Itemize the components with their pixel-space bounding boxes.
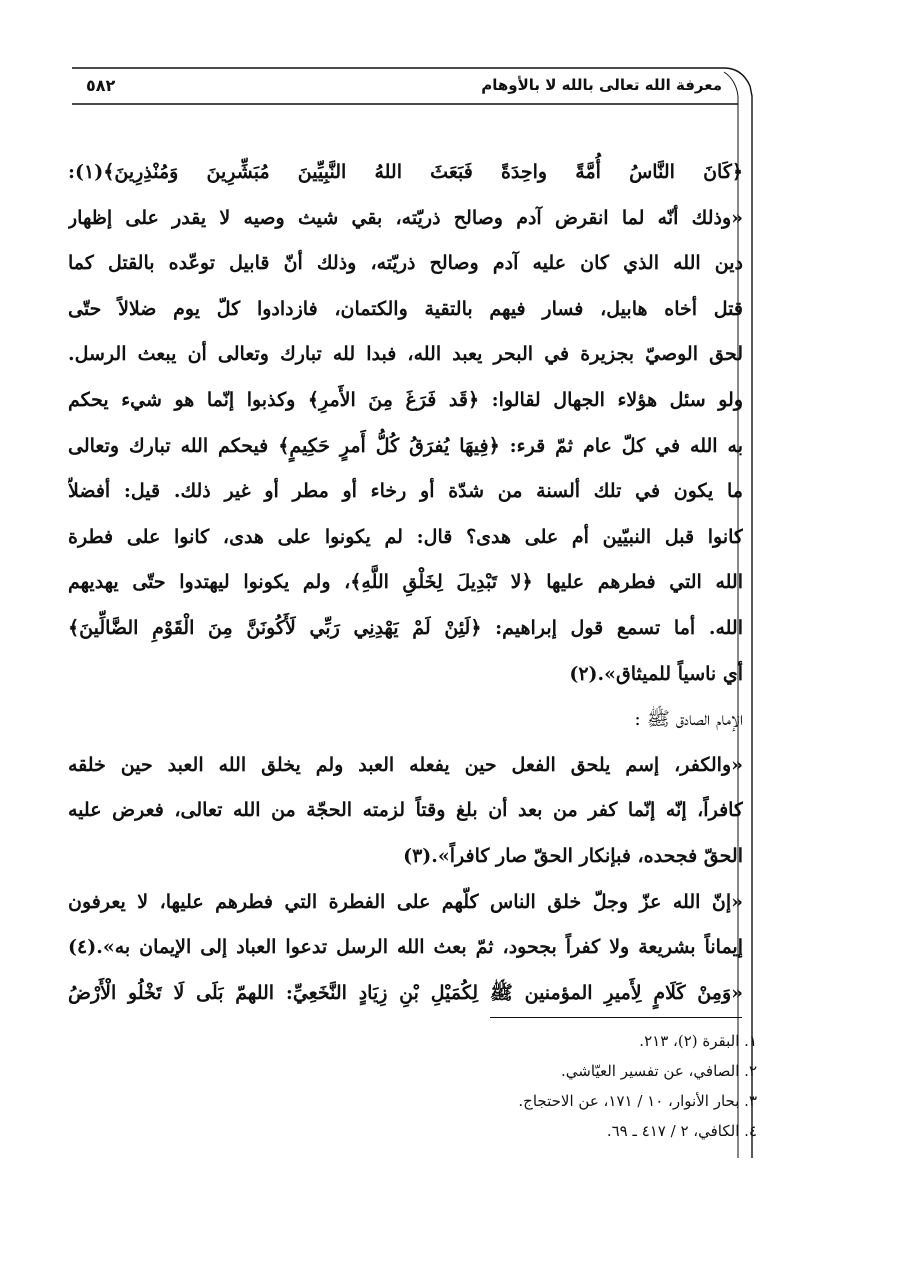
text-line: كافراً، إنّه إنّما كفر من بعد أن بلغ وقتاً لزمته الحجّة من الله تعالى، فعرض عليه <box>68 799 743 822</box>
body-text <box>68 150 743 1016</box>
text-line: كانوا قبل النبيّين أم على هدى؟ قال: لم يكونوا على هدى، كانوا على فطرة <box>68 525 743 548</box>
footnote-1: ١. البقرة (٢)، ٢١٣. <box>639 1032 757 1050</box>
footnote-2: ٢. الصافي، عن تفسير العيّاشي. <box>561 1062 757 1080</box>
text-line: قتل أخاه هابيل، فسار فيهم بالتقية والكتمان، فازدادوا كلّ يوم ضلالاً حتّى <box>68 297 743 320</box>
text-line: الله التي فطرهم عليها ﴿لا تَبْدِيلَ لِخَلْقِ اللَّهِ﴾، ولم يكونوا ليهتدوا حتّى يهديهم <box>68 571 743 594</box>
text-line: دين الله الذي كان عليه آدم وصالح ذريّته، وذلك أنّ قابيل توعّده بالقتل كما <box>68 252 743 275</box>
text-line: به الله في كلّ عام ثمّ قرء: ﴿فِيهَا يُفرَقُ كُلُّ أَمرٍ حَكِيمٍ﴾ فيحكم الله تبارك وتعالى <box>68 434 743 457</box>
footnote-4: ٤. الكافي، ٢ / ٤١٧ ـ ٦٩. <box>606 1122 757 1140</box>
text-line: الله. أما تسمع قول إبراهيم: ﴿لَئِنْ لَمْ يَهْدِنِي رَبِّي لَأَكُونَنَّ مِنَ الْقَوْمِ الضَّالِّينَ﴾ <box>68 616 743 639</box>
text-line: ﴿كَانَ النَّاسُ أُمَّةً واحِدَةً فَبَعَثَ اللهُ النَّبِيِّينَ مُبَشِّرِينَ وَمُنْذِرِينَ﴾(١): <box>68 161 743 183</box>
page-number: ٥٨٢ <box>86 76 116 95</box>
text-line: «والكفر، إسم يلحق الفعل حين يفعله العبد ولم يخلق الله العبد حين خلقه <box>68 753 743 776</box>
running-header-title: معرفة الله تعالى بالله لا بالأوهام <box>481 76 722 94</box>
text-line: الحقّ فجحده، فبإنكار الحقّ صار كافراً».(٣) <box>403 844 743 867</box>
text-line: لحق الوصيّ بجزيرة في البحر يعبد الله، فبدا لله تبارك وتعالى أن يبعث الرسل. <box>68 343 743 366</box>
text-line: «وذلك أنّه لما انقرض آدم وصالح ذريّته، بقي شيث وصيه لا يقدر على إظهار <box>68 206 743 229</box>
text-line: «إنّ الله عزّ وجلّ خلق الناس كلّهم على الفطرة التي فطرهم عليها، لا يعرفون <box>68 890 743 913</box>
text-line: أي ناسياً للميثاق».(٢) <box>569 662 743 685</box>
footnote-separator <box>490 1017 742 1018</box>
text-line: ولو سئل هؤلاء الجهال لقالوا: ﴿قَد فَرَغَ مِنَ الأَمرِ﴾ وكذبوا إنّما هو شيء يحكم <box>68 388 743 411</box>
footnotes <box>157 1026 757 1146</box>
text-line: «وَمِنْ كَلَامٍ لِأَميرِ المؤمنين ﷺ لِكُمَيْلِ بْنِ زِيَادٍ النَّخَعِيِّ: اللهمّ بَلَى لَا تَخْلُو الْأَرْضُ <box>68 981 743 1004</box>
text-line: ما يكون في تلك ألسنة من شدّة أو رخاء أو مطر أو غير ذلك. قيل: أفضلاّ <box>68 480 743 503</box>
section-heading: الإمام الصادق ﷺ : <box>634 708 743 731</box>
footnote-3: ٣. بحار الأنوار، ١٠ / ١٧١، عن الاحتجاج. <box>518 1092 757 1110</box>
text-line: إيماناً بشريعة ولا كفراً بجحود، ثمّ بعث الله الرسل تدعوا العباد إلى الإيمان به».(٤) <box>68 936 743 959</box>
